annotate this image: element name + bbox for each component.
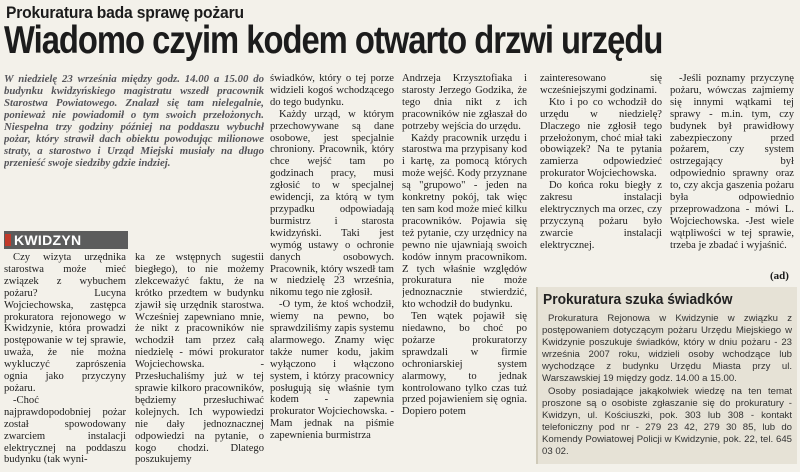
paragraph: Kto i po co wchodził do urzędu w niedzielę? Dlaczego nie zgłosił tego przełożonym, choć miał taki obowiązek? Na te pytania zamierza odpowiedzieć prokurator Wojciechowska. bbox=[540, 96, 662, 180]
sidebar-box-title: Prokuratura szuka świadków bbox=[543, 291, 733, 308]
paragraph: -Choć najprawdopodobniej pożar został spowodowany zwarciem instalacji elektrycznej na poddaszu budynku (tak wyni- bbox=[4, 394, 126, 466]
city-tag: KWIDZYN bbox=[14, 232, 82, 248]
paragraph: -Jeśli poznamy przyczynę pożaru, wówczas zajmiemy się innymi wątkami tej sprawy - m.in. tym, czy budynek był prawidłowy zabezpieczony przed pożarem, czy system ostrzegający był odpowiednio sprawny oraz to, czy akcja gaszenia pożaru była odpowiednio przeprowadzona - mówi L. Wojciechowska. -Jest wiele wątpliwości w tej sprawie, trzeba je zbadać i wyjaśnić. bbox=[670, 73, 794, 251]
paragraph: Czy wizyta urzędnika starostwa może mieć związek z wybuchem pożaru? Lucyna Wojciechowska, zastępca prokuratora rejonowego w Kwidzynie, która prowadzi postępowanie w tej sprawie, uważa, że nie można wykluczyć zaprószenia ognia jako przyczyny pożaru. bbox=[4, 252, 126, 394]
paragraph: zainteresowano się wcześniejszymi godzinami. bbox=[540, 73, 662, 96]
article-lead: W niedzielę 23 września między godz. 14.00 a 15.00 do budynku kwidzyńskiego magistratu wszedł pracownik Starostwa Powiatowego. Znalazł się tam nielegalnie, ponieważ nie powiadomił o tym swoich przełożonych. Niespełna trzy godziny później na poddaszu wybuchł pożar, który strawił dach obiektu powodując milionowe straty, a starostwo i Urząd Miejski musiały na długo przenieść swoje siedziby gdzie indziej. bbox=[4, 73, 264, 169]
paragraph: Każdy urząd, w którym przechowywane są dane osobowe, jest specjalnie chroniony. Pracownik, który chce wejść tam po godzinach pracy, musi zgłosić to w specjalnej ewidencji, za którą w tym przypadku odpowiadają burmistrz i starosta kwidzyński. Taki jest wymóg ustawy o ochronie danych osobowych. Pracownik, który wszedł tam w niedzielę 23 września, nikomu tego nie zgłosił. bbox=[270, 108, 394, 299]
paragraph: Ten wątek pojawił się niedawno, bo choć po pożarze prokuratorzy sprawdzali w firmie ochroniarskiej system alarmowy, to jednak kontrolowano tylko czas tuż przed pojawieniem się ognia. Dopiero potem bbox=[402, 311, 527, 418]
article-column-2 bbox=[135, 252, 264, 472]
paragraph: -O tym, że ktoś wchodził, wiemy na pewno, bo sprawdziliśmy zapis systemu alarmowego. Znamy więc także numer kodu, jakim wyłączono i włączono system, i którzy pracownicy posługują się właśnie tym kodem - zapewnia prokurator Wojciechowska. -Mam jednak na piśmie zapewnienia burmistrza bbox=[270, 299, 394, 442]
paragraph: Andrzeja Krzysztofiaka i starosty Jerzego Godzika, że tego dnia nikt z ich pracowników nie zgłaszał do potrzeby wejścia do urzędu. bbox=[402, 73, 527, 132]
paragraph: ka ze wstępnych sugestii biegłego), to nie możemy zlekceważyć faktu, że na krótko przedtem w budynku zjawił się urzędnik starostwa. Wcześniej zapewniano mnie, że nikt z pracowników nie wchodził tam przez całą niedzielę - mówi prokurator Wojciechowska. -Przesłuchaliśmy już w tej sprawie kilkoro pracowników, będziemy przesłuchiwać kolejnych. Ich wypowiedzi nie dały jednoznacznej odpowiedzi na pytanie, o kogo chodzi. Dlatego poszukujemy bbox=[135, 252, 264, 466]
article-column-3 bbox=[270, 73, 394, 472]
article-column-5 bbox=[540, 73, 662, 285]
article-column-6 bbox=[670, 73, 794, 270]
article-column-4 bbox=[402, 73, 527, 472]
paragraph: Każdy pracownik urzędu i starostwa ma przypisany kod i kartę, za pomocą których może wejść. Kody przyznane są "grupowo" - jeden na konkretny pokój, tak więc ten sam kod może mieć kilku pracowników. Pojawia się też pytanie, czy urzędnicy na pewno nie ujawniają swoich kodów innym pracownikom. Z tych właśnie względów prokuratura nie może jednoznacznie stwierdzić, kto wchodził do budynku. bbox=[402, 132, 527, 311]
article-headline: Wiadomo czyim kodem otwarto drzwi urzędu bbox=[4, 19, 663, 62]
paragraph: Do końca roku biegły z zakresu instalacji elektrycznych ma orzec, czy przyczyną pożaru było zwarcie instalacji elektrycznej. bbox=[540, 180, 662, 251]
sidebar-box-body bbox=[542, 313, 792, 463]
city-tag-marker bbox=[5, 234, 11, 246]
author-signature: (ad) bbox=[770, 270, 789, 282]
paragraph: Osoby posiadające jakąkolwiek wiedzę na ten temat proszone są o osobiste zgłaszanie się do prokuratury - Kwidzyn, ul. Kościuszki, pok. 303 lub 308 - kontakt telefoniczny pod nr - 279 23 42, 279 30 85, lub do Komendy Powiatowej Policji w Kwidzynie, pok. 22, tel. 645 03 02. bbox=[542, 385, 792, 458]
article-kicker: Prokuratura bada sprawę pożaru bbox=[6, 3, 244, 22]
paragraph: Prokuratura Rejonowa w Kwidzynie w związku z postępowaniem dotyczącym pożaru Urzędu Miejskiego w Kwidzynie poszukuje świadków, który w dniu pożaru - 23 września 2007 roku, widzieli osoby wchodzące lub wychodzące z budynku Urzędu Miasta przy ul. Warszawskiej 19 między godz. 14.00 a 15.00. bbox=[542, 313, 792, 385]
paragraph: świadków, który o tej porze widzieli kogoś wchodzącego do tego budynku. bbox=[270, 73, 394, 108]
article-column-1 bbox=[4, 252, 126, 472]
